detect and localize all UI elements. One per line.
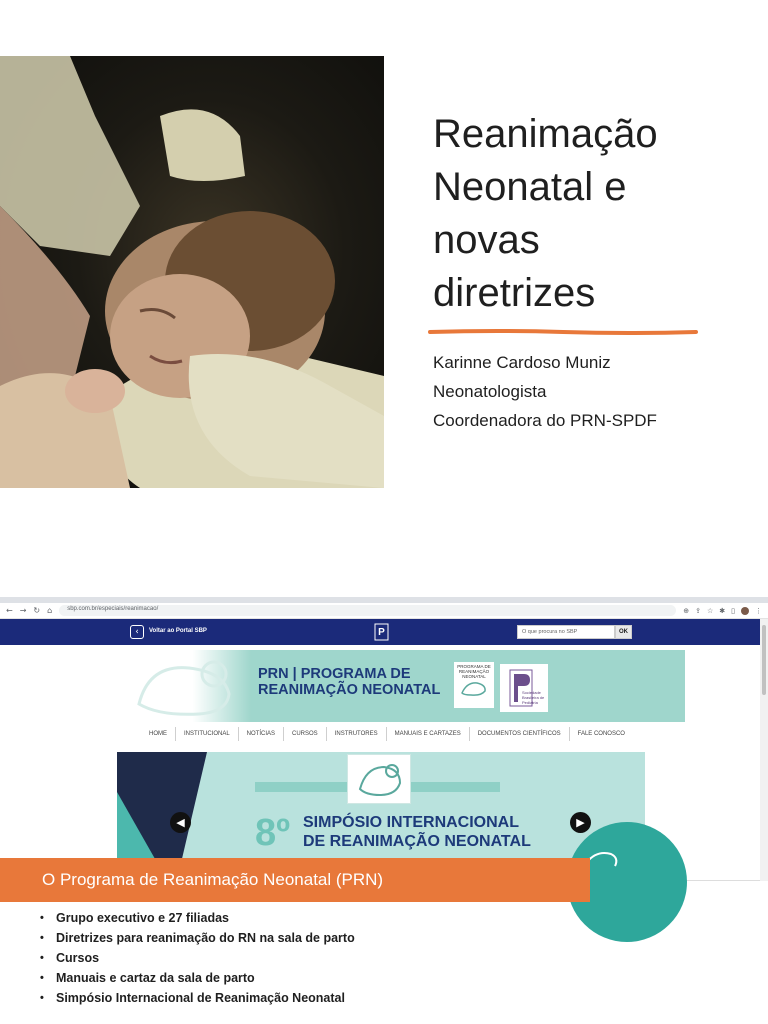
list-item: • Manuais e cartaz da sala de parto	[40, 968, 355, 988]
prn-title-line2: REANIMAÇÃO NEONATAL	[258, 682, 441, 698]
title-line: diretrizes	[433, 271, 596, 315]
list-item: • Diretrizes para reanimação do RN na sala de parto	[40, 928, 355, 948]
svg-text:P: P	[378, 627, 385, 638]
carousel-next-icon[interactable]: ▶	[570, 812, 591, 833]
home-icon[interactable]: ⌂	[47, 606, 53, 615]
list-item: • Simpósio Internacional de Reanimação Neonatal	[40, 988, 355, 1008]
symposium-number: 8º	[255, 812, 291, 854]
newborn-illustration	[0, 56, 384, 488]
address-bar[interactable]: sbp.com.br/especiais/reanimacao/	[59, 605, 676, 616]
prn-title-line1: PRN | PROGRAMA DE	[258, 666, 411, 682]
menu-item-manuais[interactable]: MANUAIS E CARTAZES	[387, 727, 470, 741]
sbp-logo	[500, 664, 548, 712]
list-item: • Cursos	[40, 948, 355, 968]
prn-banner	[121, 650, 685, 722]
symposium-logo	[347, 754, 411, 804]
back-arrow-icon[interactable]: ←	[6, 606, 13, 615]
menu-item-cursos[interactable]: CURSOS	[284, 727, 327, 741]
credit-label: Fotografia:	[50, 527, 97, 537]
sbp-caption: Sociedade Brasileira de Pediatria	[522, 690, 545, 705]
sbp-top-bar	[0, 619, 760, 645]
scrollbar-thumb[interactable]	[762, 625, 766, 695]
sbp-logo-icon[interactable]	[375, 624, 388, 640]
scrollbar[interactable]	[760, 619, 768, 881]
credit-source-link[interactable]: FreeImages	[186, 527, 235, 537]
menu-item-institucional[interactable]: INSTITUCIONAL	[176, 727, 239, 741]
chevron-left-icon[interactable]: ‹	[130, 625, 144, 639]
author-name: Karinne Cardoso Muniz	[433, 353, 611, 372]
menu-item-home[interactable]: HOME	[141, 727, 176, 741]
reload-icon[interactable]: ↻	[33, 606, 41, 615]
baby-logo-icon	[348, 755, 412, 805]
prn-logo-caption: PROGRAMA DE REANIMAÇÃO NEONATAL	[457, 664, 491, 679]
zoom-icon[interactable]: ⊕	[683, 606, 690, 615]
title-line: Neonatal e	[433, 165, 627, 209]
profile-avatar[interactable]	[741, 607, 749, 615]
title-line: Reanimação	[433, 112, 658, 156]
prn-slide	[0, 597, 768, 1024]
slide-title	[433, 108, 753, 320]
browser-actions	[683, 607, 762, 615]
bullet-list	[40, 908, 355, 1008]
author-specialty: Neonatologista	[433, 382, 547, 401]
menu-item-noticias[interactable]: NOTÍCIAS	[239, 727, 284, 741]
symposium-title-line1: SIMPÓSIO INTERNACIONAL	[303, 814, 520, 831]
title-line: novas	[433, 218, 540, 262]
menu-icon[interactable]: ⋮	[755, 606, 762, 615]
symposium-title-line2: DE REANIMAÇÃO NEONATAL	[303, 833, 531, 850]
menu-item-fale-conosco[interactable]: FALE CONOSCO	[577, 731, 625, 737]
browser-screenshot	[0, 597, 768, 881]
extensions-icon[interactable]: ✱	[719, 606, 726, 615]
prn-title	[258, 666, 440, 698]
site-search-input[interactable]: O que procura no SBP	[517, 625, 615, 639]
baby-logo-icon	[459, 679, 489, 697]
prn-logo	[454, 662, 494, 708]
newborn-photo	[0, 56, 384, 537]
star-icon[interactable]: ☆	[706, 606, 714, 615]
back-to-portal-link[interactable]: Voltar ao Portal SBP	[149, 628, 207, 634]
list-item: • Grupo executivo e 27 filiadas	[40, 908, 355, 928]
carousel-prev-icon[interactable]: ◀	[170, 812, 191, 833]
search-ok-button[interactable]: OK	[615, 625, 632, 639]
share-icon[interactable]: ⇪	[695, 606, 701, 615]
site-menu	[141, 727, 633, 741]
author-block	[433, 348, 657, 435]
section-header-text: O Programa de Reanimação Neonatal (PRN)	[42, 870, 384, 889]
credit-photographer-link[interactable]: Alejandro Heredia	[99, 527, 172, 537]
baby-outline-icon	[129, 654, 249, 718]
sidebar-icon[interactable]: ▯	[731, 606, 735, 615]
browser-toolbar	[0, 603, 768, 619]
forward-arrow-icon[interactable]: →	[19, 606, 27, 615]
accent-underline	[428, 329, 698, 335]
section-header	[0, 858, 590, 902]
menu-item-documentos[interactable]: DOCUMENTOS CIENTÍFICOS	[470, 727, 570, 741]
photo-credit	[50, 527, 234, 537]
credit-connector: de	[173, 527, 184, 537]
author-role: Coordenadora do PRN-SPDF	[433, 411, 657, 430]
menu-item-instrutores[interactable]: INSTRUTORES	[327, 727, 387, 741]
